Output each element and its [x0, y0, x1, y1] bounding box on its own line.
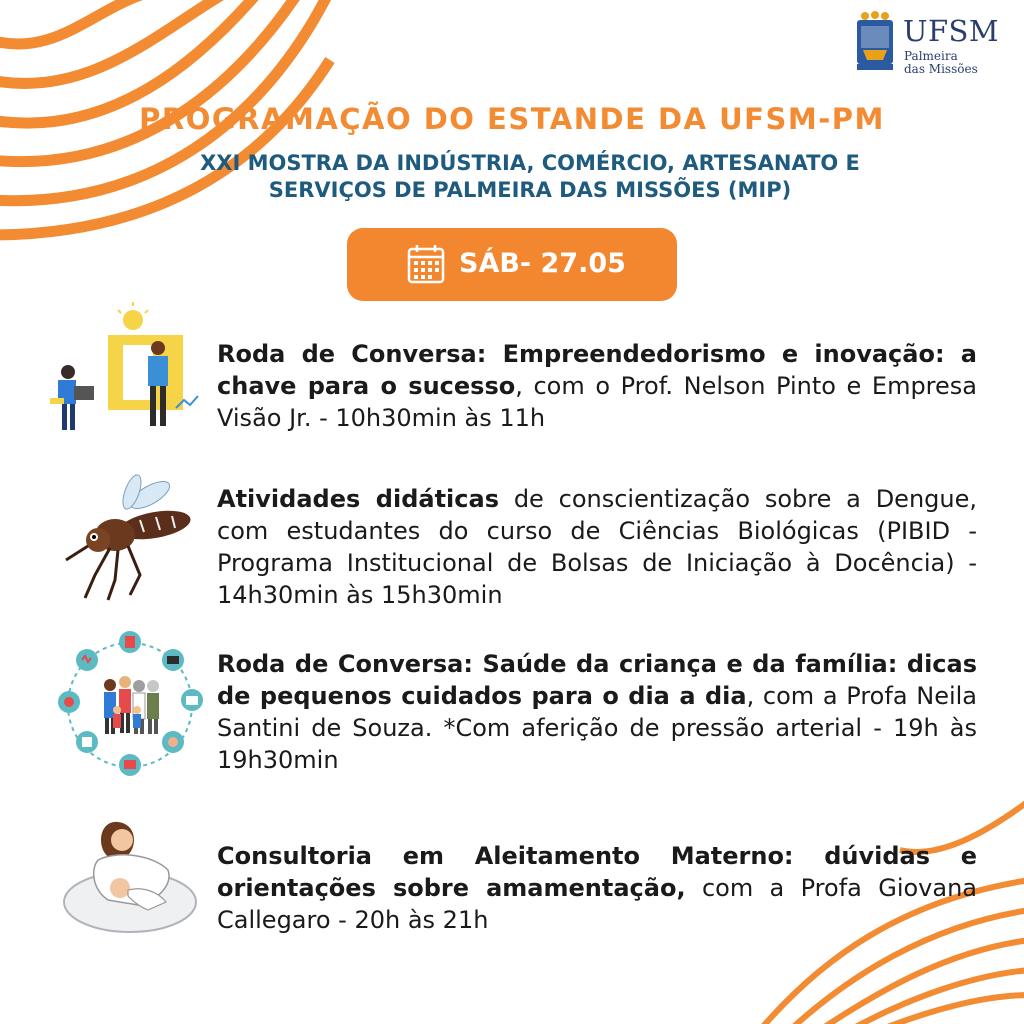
ufsm-crest-icon [855, 10, 895, 72]
event-title: Roda de Conversa: Saúde da criança e da família: dicas de pequenos cuidados para o dia a dia [217, 650, 977, 710]
event-item-2 [217, 483, 977, 611]
event-item-4 [217, 840, 977, 936]
calendar-icon [407, 244, 445, 284]
event-details: , com a Profa Neila Santini de Souza. *Com aferição de pressão arterial - 19h às 19h30min [217, 682, 977, 774]
meeting-illustration [48, 300, 203, 440]
event-title: Atividades didáticas [217, 485, 499, 513]
logo-name: UFSM [903, 14, 1000, 48]
event-details: , com o Prof. Nelson Pinto e Empresa Visão Jr. - 10h30min às 11h [217, 372, 977, 432]
event-item-1 [217, 338, 977, 434]
event-title: Consultoria em Aleitamento Materno: dúvidas e orientações sobre amamentação, [217, 842, 977, 902]
breastfeeding-illustration [58, 810, 203, 940]
page-subtitle: XXI MOSTRA DA INDÚSTRIA, COMÉRCIO, ARTESANATO E SERVIÇOS DE PALMEIRA DAS MISSÕES (MIP) [200, 151, 860, 202]
event-item-3 [217, 648, 977, 776]
family-health-illustration [55, 630, 205, 780]
event-title: Roda de Conversa: Empreendedorismo e inovação: a chave para o sucesso [217, 340, 977, 400]
date-text: SÁB- 27.05 [459, 248, 626, 279]
logo-subtitle: Palmeira das Missões [904, 49, 978, 76]
ufsm-logo [855, 10, 1005, 80]
event-details: com a Profa Giovana Callegaro - 20h às 21h [217, 874, 977, 934]
date-badge [347, 228, 677, 301]
page-title: PROGRAMAÇÃO DO ESTANDE DA UFSM-PM [139, 102, 885, 136]
event-details: de conscientização sobre a Dengue, com estudantes do curso de Ciências Biológicas (PIBID - Programa Institucional de Bolsas de Iniciação à Docência) - 14h30min às 15h30min [217, 485, 978, 609]
mosquito-illustration [60, 470, 200, 605]
